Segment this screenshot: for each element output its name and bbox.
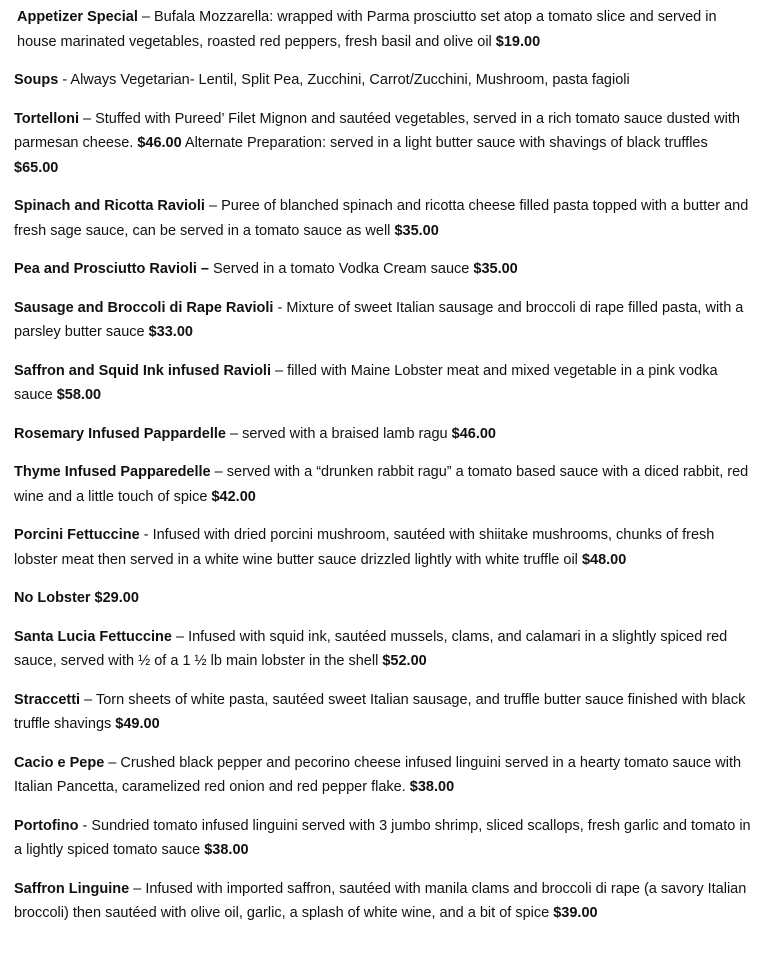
menu-item	[14, 877, 756, 926]
menu-item-name: Portofino	[14, 817, 79, 834]
menu-item	[14, 107, 756, 181]
menu-item-separator: –	[204, 198, 222, 214]
menu-item-name: Rosemary Infused Pappardelle	[14, 425, 226, 442]
menu-item-price: $35.00	[473, 261, 518, 277]
menu-item-description: Stuffed with Pureed’ Filet Mignon and sautéed vegetables, served in a rich tomato sauce dusted with parmesan cheese.	[14, 110, 740, 151]
menu-item-description: Infused with imported saffron, sautéed with manila clams and broccoli di rape (a savory Italian broccoli) then sautéed with olive oil, garlic, a splash of white wine, and a bit of spice	[14, 880, 747, 921]
menu-item-name: Straccetti	[14, 691, 81, 708]
menu-item-separator: -	[58, 72, 71, 88]
menu-item-description: Puree of blanched spinach and ricotta cheese filled pasta topped with a butter and fresh sage sauce, can be served in a tomato sauce as well	[14, 198, 749, 239]
menu-item	[14, 625, 756, 674]
menu-item	[14, 460, 756, 509]
menu-item	[14, 68, 756, 93]
menu-item-separator: –	[271, 362, 288, 379]
menu-item	[14, 422, 756, 447]
menu-item-name: Pea and Prosciutto Ravioli –	[14, 261, 209, 277]
menu-item-name: Saffron and Squid Ink infused Ravioli	[14, 362, 271, 379]
menu-item-price: $42.00	[211, 488, 256, 505]
menu-item	[14, 257, 756, 282]
menu-item-name: Cacio e Pepe	[14, 754, 105, 771]
menu-item-separator: –	[171, 628, 189, 645]
menu-item-price: $58.00	[56, 387, 102, 403]
menu-item-price: $48.00	[581, 551, 627, 568]
menu-item-price: $35.00	[394, 222, 439, 239]
menu-item	[14, 296, 756, 345]
menu-item-separator: –	[137, 9, 154, 25]
menu-item-description: filled with Maine Lobster meat and mixed vegetable in a pink vodka sauce	[14, 362, 718, 403]
menu-item-separator: –	[80, 691, 96, 708]
menu-item-name: Spinach and Ricotta Ravioli	[14, 198, 205, 214]
menu-item-description: Torn sheets of white pasta, sautéed sweet Italian sausage, and truffle butter sauce finished with black truffle shavings	[14, 691, 746, 732]
menu-item-name: Appetizer Special	[17, 9, 138, 25]
menu-item-price: $49.00	[115, 716, 160, 732]
menu-item-separator: -	[139, 527, 153, 543]
menu-item-name: Tortelloni	[14, 110, 79, 127]
menu-item-description: Mixture of sweet Italian sausage and broccoli di rape filled pasta, with a parsley butter sauce	[14, 299, 744, 340]
menu-item-price: $46.00	[137, 135, 182, 151]
menu-item	[14, 751, 756, 800]
menu-item-alternate-description: Alternate Preparation: served in a light butter sauce with shavings of black truffles	[181, 135, 708, 151]
menu-item-description: Always Vegetarian- Lentil, Split Pea, Zucchini, Carrot/Zucchini, Mushroom, pasta fagioli	[70, 72, 630, 88]
menu-item-alternate-price: $65.00	[14, 159, 59, 176]
menu-item-separator: -	[78, 817, 92, 834]
menu-item-name: Soups	[14, 72, 59, 88]
menu-item-name: No Lobster $29.00	[14, 590, 139, 606]
menu-item-name: Sausage and Broccoli di Rape Ravioli	[14, 299, 274, 316]
menu-item-price: $46.00	[451, 425, 496, 442]
menu-item-description: Infused with dried porcini mushroom, sautéed with shiitake mushrooms, chunks of fresh lobster meat then served in a white wine butter sauce drizzled lightly with white truffle oil	[14, 527, 715, 568]
menu-item	[14, 586, 756, 611]
menu-item-price: $33.00	[148, 324, 193, 340]
menu-item	[14, 523, 756, 572]
menu-item	[14, 688, 756, 737]
menu-item-description: Crushed black pepper and pecorino cheese infused linguini served in a hearty tomato sauce with Italian Pancetta, caramelized red onion and red pepper flake.	[14, 754, 742, 795]
menu-item-description: Infused with squid ink, sautéed mussels, clams, and calamari in a slightly spiced red sauce, served with ½ of a 1 ½ lb main lobster in the shell	[14, 628, 728, 669]
menu-item-description: Bufala Mozzarella: wrapped with Parma prosciutto set atop a tomato slice and served in house marinated vegetables, roasted red peppers, fresh basil and olive oil	[17, 9, 717, 50]
menu-item-separator: –	[78, 110, 96, 127]
menu-item-price: $19.00	[495, 33, 541, 50]
menu-item-separator: –	[104, 754, 121, 771]
menu-item-description: served with a braised lamb ragu	[242, 425, 452, 442]
menu-item-description: Served in a tomato Vodka Cream sauce	[213, 261, 474, 277]
menu-item-price: $38.00	[204, 842, 249, 858]
menu-item-price: $39.00	[553, 905, 598, 921]
menu-item	[14, 814, 756, 863]
menu-item-separator: –	[129, 880, 146, 897]
menu-item-separator: -	[273, 299, 287, 316]
menu-item-separator: –	[210, 464, 227, 480]
menu-item	[14, 5, 756, 54]
menu-item-price: $38.00	[409, 779, 455, 795]
menu-item-name: Thyme Infused Papparedelle	[14, 464, 211, 480]
menu-item-name: Porcini Fettuccine	[14, 527, 140, 543]
menu-item-price: $52.00	[382, 653, 427, 669]
menu-item-name: Santa Lucia Fettuccine	[14, 628, 172, 645]
menu-item	[14, 359, 756, 408]
menu-item	[14, 194, 756, 243]
menu-item-description: Sundried tomato infused linguini served with 3 jumbo shrimp, sliced scallops, fresh garlic and tomato in a lightly spiced tomato sauce	[14, 817, 751, 858]
menu-item-description: served with a “drunken rabbit ragu” a tomato based sauce with a diced rabbit, red wine and a little touch of spice	[14, 464, 749, 505]
menu-item-separator: –	[225, 425, 243, 442]
menu-item-name: Saffron Linguine	[14, 880, 130, 897]
